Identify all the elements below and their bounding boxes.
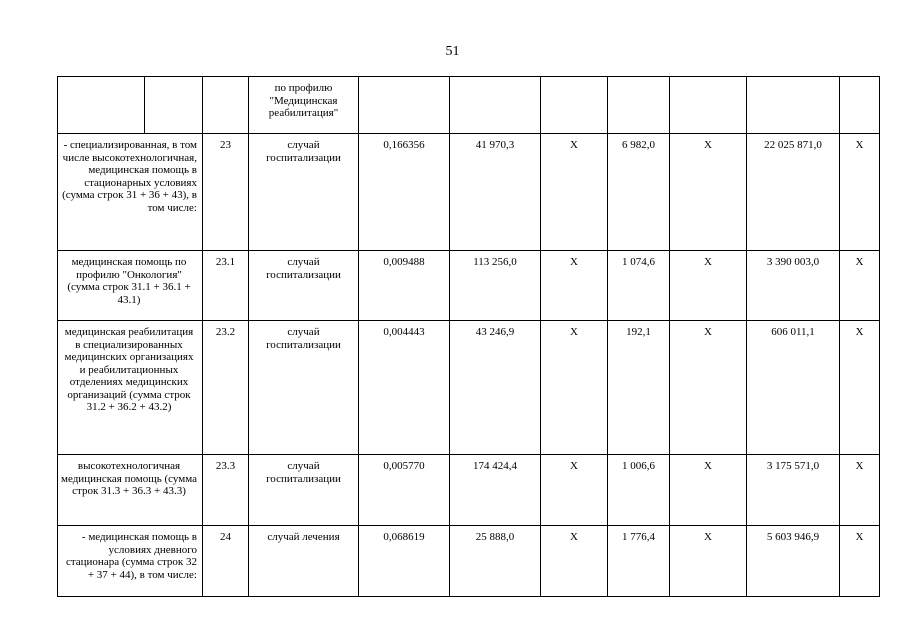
- table-row: [58, 455, 880, 526]
- cell-cost: 41 970,3: [450, 134, 541, 251]
- cell-x3: Х: [840, 251, 880, 321]
- cell-norm: 0,004443: [359, 321, 450, 455]
- cell-name: - медицинская помощь в условиях дневного стационара (сумма строк 32 + 37 + 44), в том числе:: [58, 526, 203, 597]
- cell-amount: [608, 77, 670, 134]
- cell-x1: Х: [541, 251, 608, 321]
- cell-total: 606 011,1: [747, 321, 840, 455]
- cell-total: 22 025 871,0: [747, 134, 840, 251]
- cell-name: - специализированная, в том числе высокотехнологичная, медицинская помощь в стационарных условиях (сумма строк 31 + 36 + 43), в том числе:: [58, 134, 203, 251]
- cell-norm: 0,005770: [359, 455, 450, 526]
- table-row: [58, 251, 880, 321]
- cell-x3: Х: [840, 526, 880, 597]
- table-row: [58, 134, 880, 251]
- cell-amount: 6 982,0: [608, 134, 670, 251]
- cell-unit: случай лечения: [249, 526, 359, 597]
- cell-x2: Х: [670, 526, 747, 597]
- cell-x2: Х: [670, 321, 747, 455]
- cell-name: медицинская помощь по профилю "Онкология" (сумма строк 31.1 + 36.1 + 43.1): [58, 251, 203, 321]
- cell-cost: 113 256,0: [450, 251, 541, 321]
- cell-amount: 1 006,6: [608, 455, 670, 526]
- cell-subcol-left: [58, 77, 145, 133]
- cell-amount: 1 074,6: [608, 251, 670, 321]
- cell-unit: случай госпитализации: [249, 455, 359, 526]
- cell-num: 24: [203, 526, 249, 597]
- cell-name-split: [58, 77, 203, 134]
- cell-x2: Х: [670, 134, 747, 251]
- table-row-continuation: [58, 77, 880, 134]
- cell-x3: Х: [840, 134, 880, 251]
- cell-num: 23.3: [203, 455, 249, 526]
- cell-x3: Х: [840, 321, 880, 455]
- data-table: [57, 76, 880, 597]
- cell-x1: Х: [541, 134, 608, 251]
- cell-total: 5 603 946,9: [747, 526, 840, 597]
- cell-x1: Х: [541, 526, 608, 597]
- cell-unit: случай госпитализации: [249, 251, 359, 321]
- cell-num: 23: [203, 134, 249, 251]
- cell-unit: случай госпитализации: [249, 134, 359, 251]
- table-row: [58, 321, 880, 455]
- cell-cost: 25 888,0: [450, 526, 541, 597]
- cell-num: 23.2: [203, 321, 249, 455]
- cell-total: 3 175 571,0: [747, 455, 840, 526]
- cell-x3: [840, 77, 880, 134]
- cell-norm: [359, 77, 450, 134]
- cell-norm: 0,166356: [359, 134, 450, 251]
- cell-x2: [670, 77, 747, 134]
- cell-x2: Х: [670, 251, 747, 321]
- cell-num: [203, 77, 249, 134]
- cell-cost: [450, 77, 541, 134]
- cell-x2: Х: [670, 455, 747, 526]
- cell-subcol-right: [145, 77, 202, 133]
- cell-x1: [541, 77, 608, 134]
- table-row: [58, 526, 880, 597]
- cell-x1: Х: [541, 321, 608, 455]
- cell-norm: 0,009488: [359, 251, 450, 321]
- cell-unit: по профилю "Медицинская реабилитация": [249, 77, 359, 134]
- cell-amount: 192,1: [608, 321, 670, 455]
- cell-cost: 174 424,4: [450, 455, 541, 526]
- cell-amount: 1 776,4: [608, 526, 670, 597]
- cell-norm: 0,068619: [359, 526, 450, 597]
- cell-name: медицинская реабилитация в специализированных медицинских организациях и реабилитационных отделениях медицинских организаций (сумма строк 31.2 + 36.2 + 43.2): [58, 321, 203, 455]
- cell-x1: Х: [541, 455, 608, 526]
- cell-cost: 43 246,9: [450, 321, 541, 455]
- cell-name: высокотехнологичная медицинская помощь (сумма строк 31.3 + 36.3 + 43.3): [58, 455, 203, 526]
- cell-unit: случай госпитализации: [249, 321, 359, 455]
- page-number: 51: [445, 44, 460, 59]
- cell-x3: Х: [840, 455, 880, 526]
- cell-num: 23.1: [203, 251, 249, 321]
- cell-total: 3 390 003,0: [747, 251, 840, 321]
- cell-total: [747, 77, 840, 134]
